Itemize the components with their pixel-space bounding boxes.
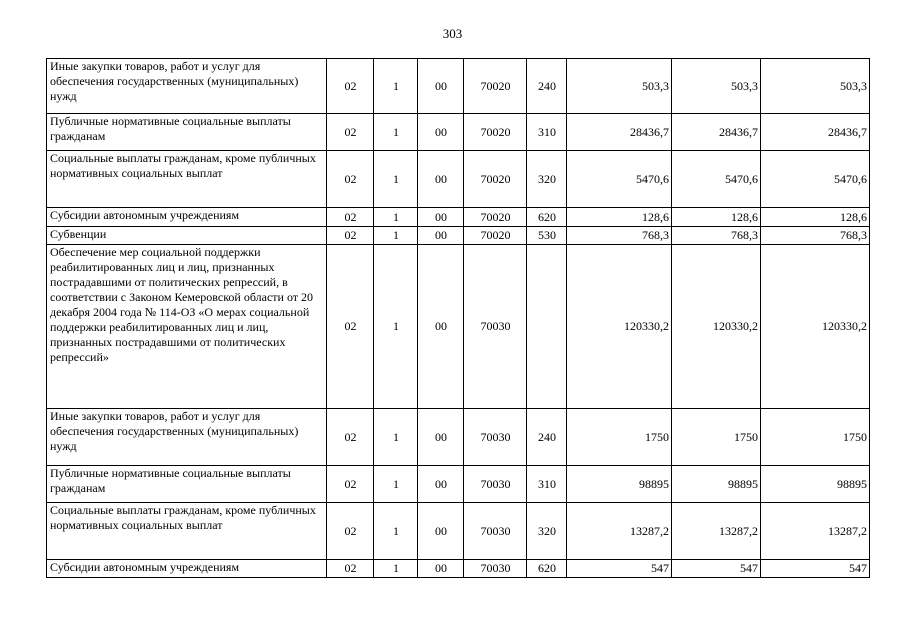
row-value-2: 768,3 [672, 227, 761, 245]
row-code-3: 00 [418, 560, 464, 578]
row-value-2: 503,3 [672, 59, 761, 114]
row-name: Социальные выплаты гражданам, кроме публичных нормативных социальных выплат [47, 151, 327, 208]
row-value-2: 28436,7 [672, 114, 761, 151]
row-code-2: 1 [374, 245, 418, 409]
row-code-4: 70020 [464, 227, 527, 245]
row-code-2: 1 [374, 560, 418, 578]
table-row [47, 503, 870, 560]
row-value-3: 128,6 [761, 208, 870, 227]
row-code-1: 02 [327, 151, 374, 208]
row-value-1: 120330,2 [567, 245, 672, 409]
row-code-4: 70020 [464, 208, 527, 227]
row-value-3: 13287,2 [761, 503, 870, 560]
row-code-4: 70030 [464, 466, 527, 503]
row-value-2: 128,6 [672, 208, 761, 227]
row-value-2: 120330,2 [672, 245, 761, 409]
row-value-3: 120330,2 [761, 245, 870, 409]
row-code-5: 620 [527, 560, 567, 578]
row-name: Субвенции [47, 227, 327, 245]
row-code-2: 1 [374, 466, 418, 503]
row-value-3: 547 [761, 560, 870, 578]
row-name: Иные закупки товаров, работ и услуг для обеспечения государственных (муниципальных) нужд [47, 59, 327, 114]
row-code-3: 00 [418, 503, 464, 560]
row-code-2: 1 [374, 151, 418, 208]
row-code-2: 1 [374, 208, 418, 227]
table-row [47, 227, 870, 245]
table-row [47, 59, 870, 114]
budget-table [46, 58, 870, 578]
row-name: Публичные нормативные социальные выплаты гражданам [47, 466, 327, 503]
row-value-2: 5470,6 [672, 151, 761, 208]
row-name: Субсидии автономным учреждениям [47, 208, 327, 227]
row-value-1: 13287,2 [567, 503, 672, 560]
row-code-1: 02 [327, 59, 374, 114]
row-code-4: 70020 [464, 114, 527, 151]
table-row [47, 409, 870, 466]
row-value-2: 1750 [672, 409, 761, 466]
row-code-3: 00 [418, 466, 464, 503]
row-code-5: 320 [527, 151, 567, 208]
row-code-5: 620 [527, 208, 567, 227]
row-value-1: 5470,6 [567, 151, 672, 208]
row-value-3: 503,3 [761, 59, 870, 114]
row-code-1: 02 [327, 245, 374, 409]
row-name: Обеспечение мер социальной поддержки реабилитированных лиц и лиц, признанных пострадавшими от политических репрессий, в соответствии с Законом Кемеровской области от 20 декабря 2004 года № 114-ОЗ «О мерах социальной поддержки реабилитированных лиц и лиц, признанных пострадавшими от политических репрессий» [47, 245, 327, 409]
table-row [47, 208, 870, 227]
row-value-3: 768,3 [761, 227, 870, 245]
row-code-4: 70030 [464, 409, 527, 466]
row-code-5: 310 [527, 114, 567, 151]
row-code-1: 02 [327, 466, 374, 503]
row-value-3: 5470,6 [761, 151, 870, 208]
row-value-1: 503,3 [567, 59, 672, 114]
row-code-5: 310 [527, 466, 567, 503]
row-code-2: 1 [374, 227, 418, 245]
table-row [47, 151, 870, 208]
row-value-1: 98895 [567, 466, 672, 503]
row-value-1: 128,6 [567, 208, 672, 227]
row-code-5 [527, 245, 567, 409]
row-code-5: 240 [527, 59, 567, 114]
table-row [47, 466, 870, 503]
row-value-1: 547 [567, 560, 672, 578]
row-code-1: 02 [327, 114, 374, 151]
row-code-3: 00 [418, 245, 464, 409]
row-code-2: 1 [374, 114, 418, 151]
page-number: 303 [442, 26, 463, 41]
row-name: Социальные выплаты гражданам, кроме публичных нормативных социальных выплат [47, 503, 327, 560]
row-code-2: 1 [374, 503, 418, 560]
row-code-1: 02 [327, 208, 374, 227]
table-row [47, 560, 870, 578]
row-code-3: 00 [418, 409, 464, 466]
row-code-2: 1 [374, 59, 418, 114]
row-code-5: 320 [527, 503, 567, 560]
row-code-1: 02 [327, 409, 374, 466]
row-code-4: 70030 [464, 245, 527, 409]
row-code-4: 70020 [464, 59, 527, 114]
row-code-3: 00 [418, 59, 464, 114]
row-name: Субсидии автономным учреждениям [47, 560, 327, 578]
row-name: Публичные нормативные социальные выплаты гражданам [47, 114, 327, 151]
row-code-3: 00 [418, 114, 464, 151]
row-code-5: 240 [527, 409, 567, 466]
row-code-4: 70030 [464, 560, 527, 578]
row-code-3: 00 [418, 151, 464, 208]
row-value-2: 13287,2 [672, 503, 761, 560]
row-name: Иные закупки товаров, работ и услуг для обеспечения государственных (муниципальных) нужд [47, 409, 327, 466]
row-code-4: 70020 [464, 151, 527, 208]
row-code-2: 1 [374, 409, 418, 466]
row-code-1: 02 [327, 227, 374, 245]
row-value-2: 547 [672, 560, 761, 578]
row-code-1: 02 [327, 503, 374, 560]
row-value-2: 98895 [672, 466, 761, 503]
row-code-1: 02 [327, 560, 374, 578]
row-value-1: 28436,7 [567, 114, 672, 151]
table-row [47, 245, 870, 409]
row-value-1: 768,3 [567, 227, 672, 245]
row-code-4: 70030 [464, 503, 527, 560]
row-value-3: 98895 [761, 466, 870, 503]
row-value-3: 28436,7 [761, 114, 870, 151]
row-code-3: 00 [418, 208, 464, 227]
table-row [47, 114, 870, 151]
row-code-3: 00 [418, 227, 464, 245]
row-value-3: 1750 [761, 409, 870, 466]
row-code-5: 530 [527, 227, 567, 245]
row-value-1: 1750 [567, 409, 672, 466]
